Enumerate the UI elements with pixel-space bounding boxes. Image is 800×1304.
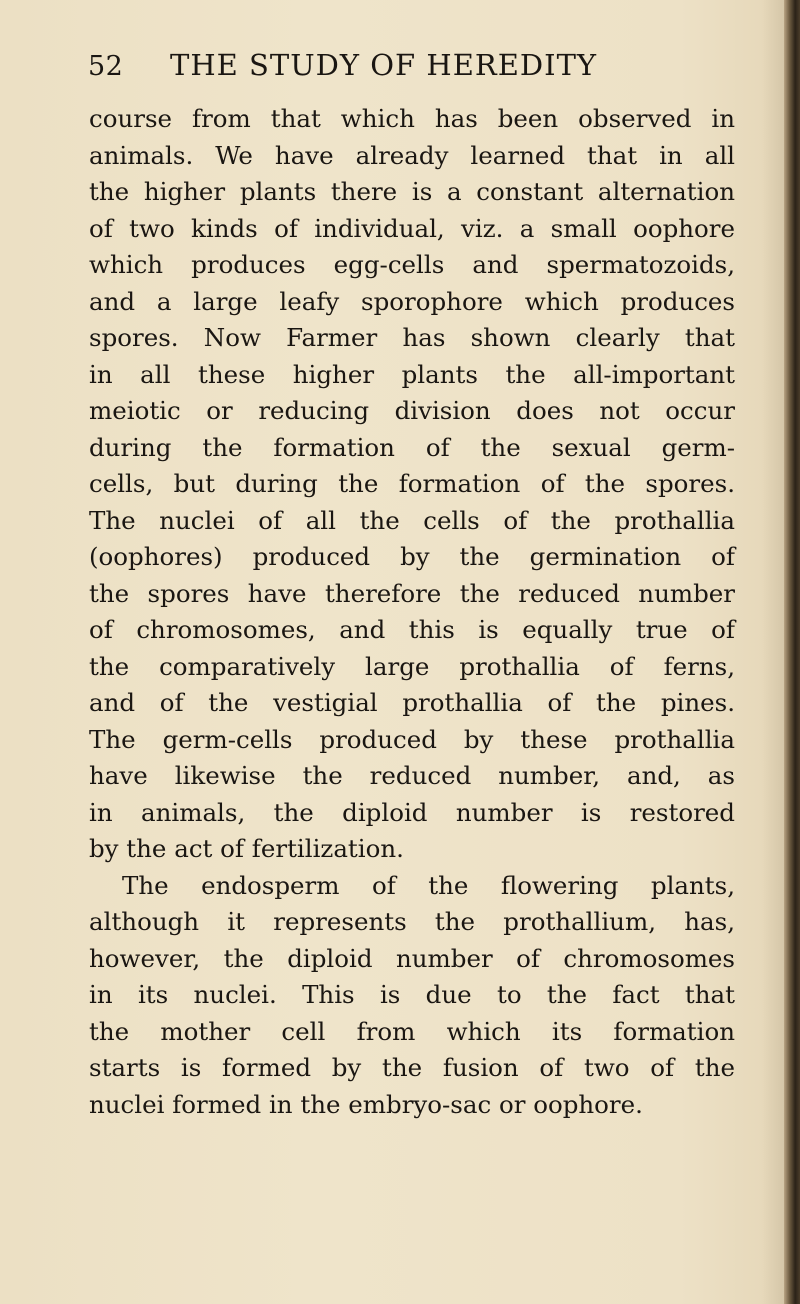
paragraph-end-line: by the act of fertilization.: [89, 834, 404, 863]
text-line: The nuclei of all the cells of the prothallia: [89, 505, 735, 535]
paragraph-end-line: nuclei formed in the embryo-sac or oophore.: [89, 1089, 643, 1119]
text-line: although it represents the prothallium, has,: [89, 907, 735, 936]
text-line: the higher plants there is a constant alternation: [89, 177, 735, 206]
page-fore-edge: [784, 0, 800, 1304]
text-line: in animals, the diploid number is restored: [89, 797, 735, 827]
page-fore-edge-shadow: [762, 0, 784, 1304]
text-line: starts is formed by the fusion of two of the: [89, 1053, 735, 1082]
text-line: which produces egg-cells and spermatozoids,: [89, 250, 735, 279]
text-line: spores. Now Farmer has shown clearly that: [89, 323, 735, 352]
text-line: however, the diploid number of chromosomes: [89, 943, 735, 973]
text-line: during the formation of the sexual germ-: [89, 432, 735, 462]
text-line: and of the vestigial prothallia of the pines.: [89, 688, 735, 717]
running-title: THE STUDY OF HEREDITY: [170, 48, 598, 82]
text-line: the mother cell from which its formation: [89, 1016, 735, 1046]
text-line: the comparatively large prothallia of ferns,: [89, 651, 735, 681]
text-line: animals. We have already learned that in all: [89, 140, 735, 170]
text-line: of two kinds of individual, viz. a small oophore: [89, 213, 735, 243]
text-line: in its nuclei. This is due to the fact that: [89, 980, 735, 1009]
page-number: 52: [88, 51, 124, 82]
text-line: have likewise the reduced number, and, as: [89, 761, 735, 790]
text-line: course from that which has been observed in: [89, 104, 735, 133]
text-line: the spores have therefore the reduced number: [89, 578, 735, 608]
text-line: The germ-cells produced by these prothallia: [89, 724, 735, 754]
text-line: (oophores) produced by the germination of: [89, 542, 735, 571]
text-line: meiotic or reducing division does not occur: [89, 396, 735, 425]
running-head: [88, 48, 597, 98]
text-line: of chromosomes, and this is equally true of: [89, 615, 735, 644]
body-text: [89, 101, 735, 1123]
text-line: cells, but during the formation of the spores.: [89, 469, 735, 498]
text-line: and a large leafy sporophore which produces: [89, 286, 735, 316]
paragraph-start-line: The endosperm of the flowering plants,: [122, 870, 735, 900]
text-line: in all these higher plants the all-important: [89, 359, 735, 389]
